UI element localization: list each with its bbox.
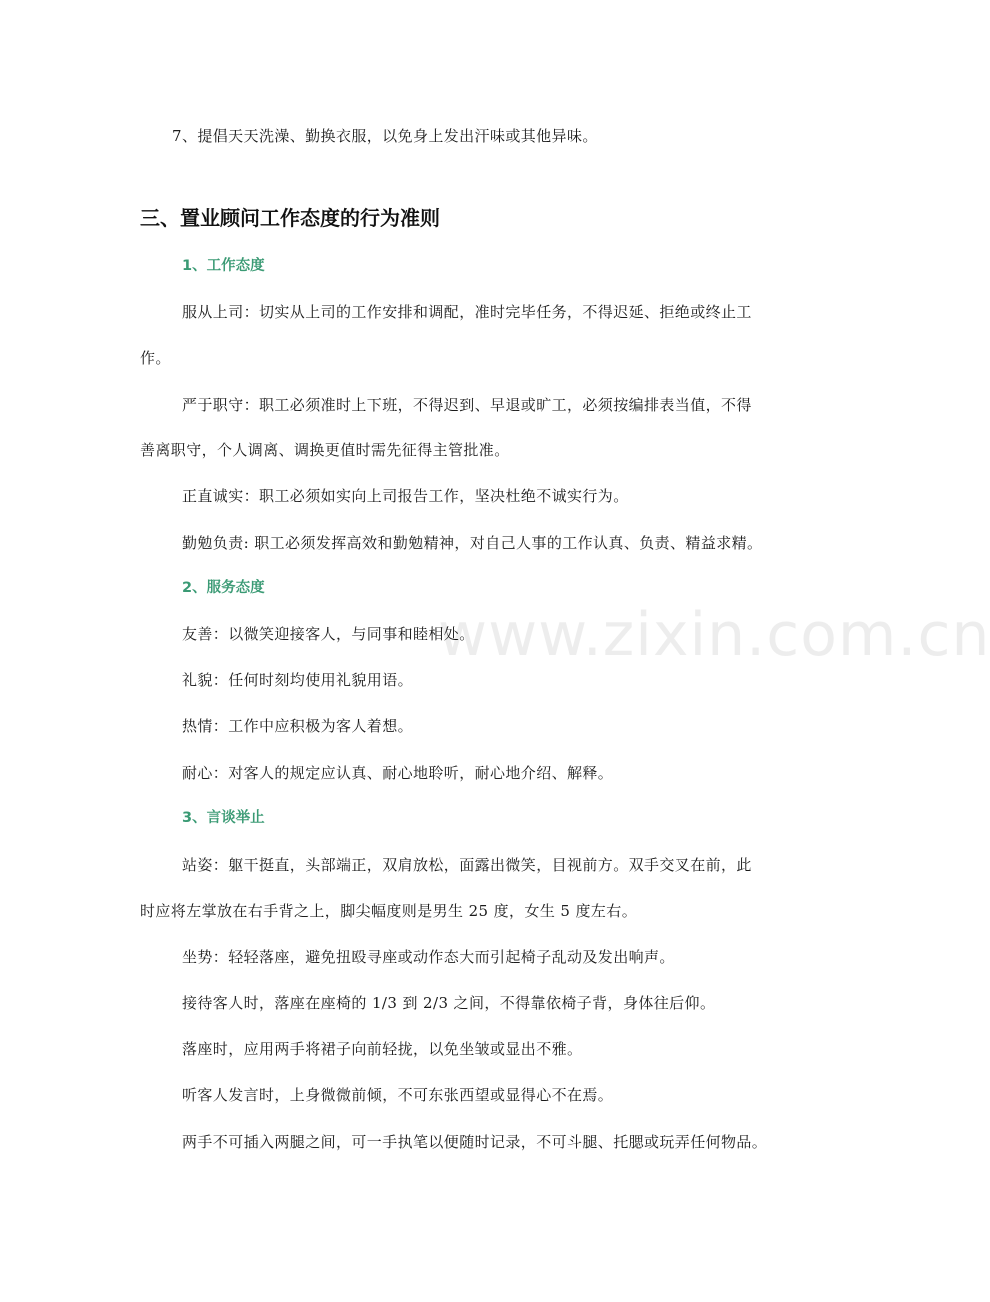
paragraph-line: 听客人发言时，上身微微前倾，不可东张西望或显得心不在焉。 bbox=[182, 1086, 614, 1104]
paragraph-line: 落座时，应用两手将裙子向前轻拢，以免坐皱或显出不雅。 bbox=[182, 1040, 583, 1058]
paragraph-line: 站姿：躯干挺直，头部端正，双肩放松，面露出微笑，目视前方。双手交叉在前，此 bbox=[182, 856, 752, 874]
intro-list-item: 7、提倡天天洗澡、勤换衣服，以免身上发出汗味或其他异味。 bbox=[172, 127, 598, 145]
paragraph-line: 正直诚实：职工必须如实向上司报告工作，坚决杜绝不诚实行为。 bbox=[182, 487, 629, 505]
paragraph-line: 礼貌：任何时刻均使用礼貌用语。 bbox=[182, 671, 414, 689]
paragraph-line: 两手不可插入两腿之间，可一手执笔以便随时记录，不可斗腿、托腮或玩弄任何物品。 bbox=[182, 1133, 768, 1151]
watermark-text: www.zixin.com.cn bbox=[438, 600, 990, 670]
paragraph-line: 勤勉负责: 职工必须发挥高效和勤勉精神，对自己人事的工作认真、负责、精益求精。 bbox=[182, 534, 763, 552]
paragraph-line: 严于职守：职工必须准时上下班，不得迟到、早退或旷工，必须按编排表当值，不得 bbox=[182, 396, 752, 414]
subsection-heading-service-attitude: 2、服务态度 bbox=[182, 580, 265, 596]
subsection-heading-manners: 3、言谈举止 bbox=[182, 810, 265, 826]
paragraph-line: 坐势：轻轻落座，避免扭殴寻座或动作态大而引起椅子乱动及发出响声。 bbox=[182, 948, 675, 966]
section-heading: 三、置业顾问工作态度的行为准则 bbox=[140, 206, 440, 230]
paragraph-line: 接待客人时，落座在座椅的 1/3 到 2/3 之间，不得靠依椅子背，身体往后仰。 bbox=[182, 994, 716, 1012]
paragraph-line: 耐心：对客人的规定应认真、耐心地聆听，耐心地介绍、解释。 bbox=[182, 764, 614, 782]
paragraph-line: 作。 bbox=[140, 349, 171, 367]
subsection-heading-work-attitude: 1、工作态度 bbox=[182, 258, 265, 274]
paragraph-line: 服从上司：切实从上司的工作安排和调配，准时完毕任务，不得迟延、拒绝或终止工 bbox=[182, 303, 752, 321]
paragraph-line: 善离职守，个人调离、调换更值时需先征得主管批准。 bbox=[140, 441, 510, 459]
paragraph-line: 时应将左掌放在右手背之上，脚尖幅度则是男生 25 度，女生 5 度左右。 bbox=[140, 902, 638, 920]
paragraph-line: 友善：以微笑迎接客人，与同事和睦相处。 bbox=[182, 625, 475, 643]
paragraph-line: 热情：工作中应积极为客人着想。 bbox=[182, 717, 414, 735]
